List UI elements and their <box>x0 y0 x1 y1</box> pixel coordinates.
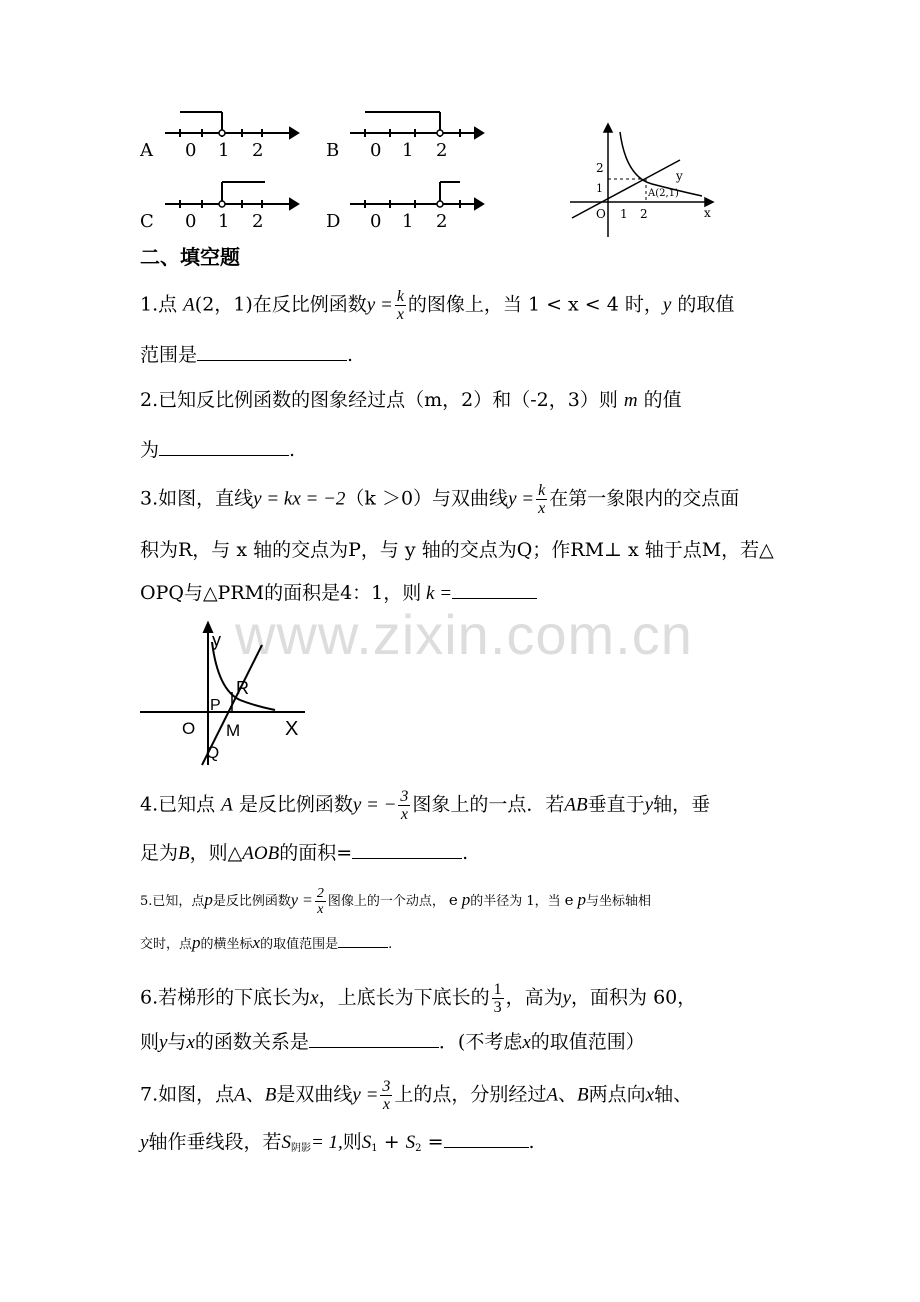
answer-blank-6[interactable] <box>309 1029 439 1048</box>
tick-label-0: 0 <box>185 140 197 161</box>
tick-label-1: 1 <box>402 140 414 161</box>
tick-label-0: 0 <box>370 140 382 161</box>
graph1-point-label: A(2,1) <box>648 188 679 199</box>
question-7-line2: y轴作垂线段，若$S_{阴影}= 1$,则$S_1 + S_2$ = . <box>140 1131 535 1154</box>
answer-blank-4[interactable] <box>352 840 462 859</box>
tick-label-2: 2 <box>252 140 264 161</box>
question-2-line2: 为 . <box>140 439 296 461</box>
fraction: $\frac{k}{x}$ <box>538 482 546 517</box>
question-6-line2: 则y与x的函数关系是 ．(不考虑x的取值范围） <box>140 1031 645 1053</box>
question-5-line2: 交时，点p的横坐标x的取值范围是 . <box>140 933 393 952</box>
option-a-label[interactable]: A <box>140 140 153 161</box>
fraction: $\frac{2}{x}$ <box>316 886 324 917</box>
graph1-tick-y2: 2 <box>596 161 604 175</box>
watermark: www.zixin.com.cn <box>235 603 693 666</box>
graph1-x-label: x <box>704 206 711 220</box>
answer-blank-1[interactable] <box>197 342 347 361</box>
graph2-origin-label: O <box>182 719 196 738</box>
number-line-b <box>350 112 483 138</box>
graph2-x-label: X <box>285 718 299 740</box>
tick-label-1: 1 <box>402 211 414 232</box>
number-line-c <box>165 182 298 209</box>
question-1: 1.点 A(2，1)在反比例函数y = $\frac{k}{x}$ 的图像上，当 1 < x < 4 时，y 的取值 <box>140 288 735 323</box>
tick-label-2: 2 <box>252 211 264 232</box>
graph2-m-label: M <box>226 721 241 740</box>
question-3: 3.如图，直线y = kx = −2（k ＞0）与双曲线y = $\frac{k}{x}$ 在第一象限内的交点面 <box>140 482 740 517</box>
fraction: $\frac{k}{x}$ <box>396 288 404 323</box>
tick-label-0: 0 <box>185 211 197 232</box>
question-3-line2: 积为R，与 x 轴的交点为P，与 y 轴的交点为Q；作RM⊥ x 轴于点M，若△ <box>140 539 774 561</box>
graph2-r-label: R <box>236 678 249 698</box>
option-d-label[interactable]: D <box>326 211 341 232</box>
tick-label-2: 2 <box>436 140 448 161</box>
answer-blank-7[interactable] <box>444 1129 529 1148</box>
fraction: $\frac{1}{3}$ <box>493 981 502 1016</box>
graph1-tick-y1: 1 <box>596 182 603 195</box>
answer-blank-3[interactable] <box>452 580 537 599</box>
fraction: $\frac{3}{x}$ <box>382 1078 391 1113</box>
question-1-line2: 范围是 . <box>140 344 354 366</box>
question-6: 6.若梯形的下底长为x，上底长为下底长的 $\frac{1}{3}$ ，高为y，面积为 60， <box>140 981 697 1016</box>
answer-blank-5[interactable] <box>338 935 388 948</box>
question-4-line2: 足为B，则△AOB的面积= . <box>140 842 469 864</box>
graph1-tick-x2: 2 <box>640 207 648 221</box>
graph2-y-label: y <box>212 630 221 650</box>
graph1-tick-x1: 1 <box>620 207 628 221</box>
graph2-p-label: P <box>210 697 221 714</box>
graph1-y-label: y <box>676 169 683 183</box>
option-b-label[interactable]: B <box>326 140 340 161</box>
tick-label-2: 2 <box>436 211 448 232</box>
number-line-d <box>350 182 483 209</box>
section-title: 二、填空题 <box>140 245 240 269</box>
fraction: $\frac{3}{x}$ <box>400 788 409 823</box>
option-c-label[interactable]: C <box>140 211 154 232</box>
question-4: 4.已知点 A 是反比例函数y = − $\frac{3}{x}$ 图象上的一点．若AB垂直于y轴，垂 <box>140 788 711 823</box>
question-7: 7.如图，点A、B是双曲线y = $\frac{3}{x}$ 上的点，分别经过A、B两点向x轴、 <box>140 1078 693 1113</box>
tick-label-1: 1 <box>218 211 230 232</box>
question-3-line3: OPQ与△PRM的面积是4：1，则 k = <box>140 580 537 607</box>
tick-label-1: 1 <box>218 140 230 161</box>
question-5: 5.已知，点p是反比例函数y = $\frac{2}{x}$ 图像上的一个动点， e p的半径为 1，当 e p与坐标轴相 <box>140 886 652 917</box>
question-2: 2.已知反比例函数的图象经过点（m，2）和（-2，3）则 m 的值 <box>140 389 682 411</box>
hyperbola-graph-1 <box>560 122 715 237</box>
tick-label-0: 0 <box>370 211 382 232</box>
graph1-origin: O <box>596 207 606 221</box>
hyperbola-graph-2 <box>140 620 310 765</box>
answer-blank-2[interactable] <box>159 437 289 456</box>
number-line-a <box>165 112 298 138</box>
graph2-q-label: Q <box>206 743 220 762</box>
